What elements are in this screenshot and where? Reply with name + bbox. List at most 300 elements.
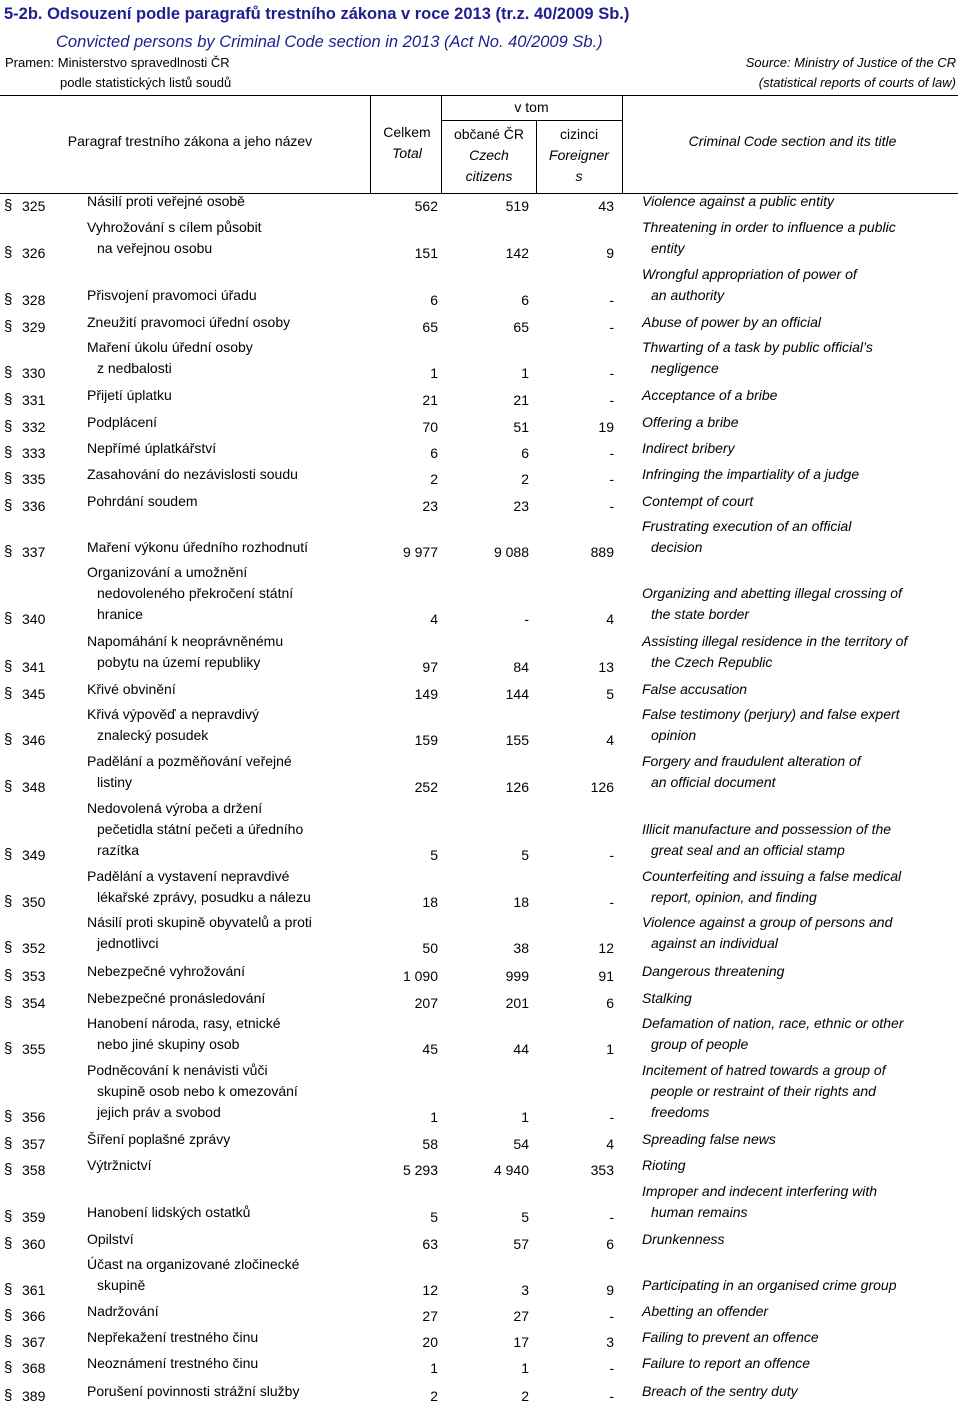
row-title-en-line: Forgery and fraudulent alteration of (642, 753, 861, 769)
row-title-en (642, 385, 957, 406)
row-title-cz-line: Křivé obvinění (87, 681, 176, 697)
row-section-number: 328 (22, 292, 46, 308)
row-title-en-line: Wrongful appropriation of power of (642, 266, 857, 282)
row-foreigners: 12 (598, 940, 614, 956)
row-section-number: 331 (22, 392, 46, 408)
row-czech-citizens: 126 (505, 779, 529, 795)
header-czech-en1: Czech (469, 147, 509, 163)
row-foreigners: - (609, 471, 614, 487)
row-title-cz-line: Přisvojení pravomoci úřadu (87, 287, 257, 303)
row-title-cz-line: hranice (97, 606, 143, 622)
row-title-en-line: human remains (651, 1204, 748, 1220)
paragraph-symbol: § (4, 994, 13, 1011)
row-title-cz-line: pečetidla státní pečeti a úředního (97, 821, 304, 837)
row-total: 27 (422, 1308, 438, 1324)
row-section-number: 325 (22, 198, 46, 214)
row-title-cz (87, 1129, 377, 1150)
row-title-en-line: group of people (651, 1036, 749, 1052)
header-section-en: Criminal Code section and its title (688, 133, 897, 149)
row-title-en (642, 912, 957, 954)
row-title-cz (87, 438, 377, 459)
row-title-cz (87, 912, 377, 954)
row-czech-citizens: 18 (513, 894, 529, 910)
paragraph-symbol: § (4, 470, 13, 487)
row-title-en-line: Rioting (642, 1157, 686, 1173)
row-total: 159 (414, 732, 438, 748)
row-title-en-line: an official document (651, 774, 776, 790)
row-title-cz-line: listiny (97, 774, 133, 790)
row-foreigners: 3 (606, 1334, 614, 1350)
row-title-cz (87, 312, 377, 333)
row-title-cz (87, 866, 377, 908)
row-title-cz-line: Maření úkolu úřední osoby (87, 339, 253, 355)
table-row (0, 1133, 958, 1154)
row-czech-citizens: 3 (521, 1282, 529, 1298)
row-section-number: 346 (22, 732, 46, 748)
row-title-en-line: Stalking (642, 990, 692, 1006)
row-title-cz (87, 337, 377, 379)
table-row (0, 221, 958, 263)
paragraph-symbol: § (4, 318, 13, 335)
source-en-line1: Source: Ministry of Justice of the CR (745, 55, 956, 70)
row-section-number: 368 (22, 1360, 46, 1376)
row-title-en-line: opinion (651, 727, 697, 743)
table-row (0, 442, 958, 463)
row-title-cz (87, 385, 377, 406)
row-title-cz-line: jejich práv a svobod (97, 1104, 221, 1120)
table-row (0, 1331, 958, 1352)
row-title-cz (87, 537, 377, 558)
paragraph-symbol: § (4, 1281, 13, 1298)
row-total: 1 (430, 1360, 438, 1376)
row-title-en (642, 491, 957, 512)
row-total: 23 (422, 498, 438, 514)
row-total: 1 (430, 1109, 438, 1125)
header-foreign (536, 124, 622, 187)
header-total-en: Total (392, 145, 422, 161)
row-total: 58 (422, 1136, 438, 1152)
row-total: 9 977 (402, 544, 438, 560)
row-title-en (642, 819, 957, 861)
row-title-cz-line: pobytu na území republiky (97, 654, 261, 670)
row-title-en-line: Drunkenness (642, 1231, 725, 1247)
table-row (0, 520, 958, 562)
row-czech-citizens: 2 (521, 1388, 529, 1404)
row-section-number: 352 (22, 940, 46, 956)
row-title-en (642, 1129, 957, 1150)
row-title-en-line: people or restraint of their rights and (651, 1083, 876, 1099)
row-foreigners: 4 (606, 1136, 614, 1152)
row-title-cz (87, 1301, 377, 1322)
row-title-en (642, 516, 957, 558)
row-foreigners: - (609, 319, 614, 335)
row-title-en-line: Incitement of hatred towards a group of (642, 1062, 886, 1078)
row-title-en-line: Counterfeiting and issuing a false medical (642, 868, 902, 884)
row-section-number: 335 (22, 471, 46, 487)
header-section-cz: Paragraf trestního zákona a jeho název (67, 133, 313, 149)
row-title-en-line: report, opinion, and finding (651, 889, 817, 905)
paragraph-symbol: § (4, 1333, 13, 1350)
table-row (0, 1305, 958, 1326)
row-czech-citizens: 1 (521, 1109, 529, 1125)
row-title-cz (87, 1155, 377, 1176)
row-section-number: 350 (22, 894, 46, 910)
row-title-en (642, 1381, 957, 1402)
row-section-number: 348 (22, 779, 46, 795)
paragraph-symbol: § (4, 685, 13, 702)
row-title-en-line: Defamation of nation, race, ethnic or other (642, 1015, 904, 1031)
header-czech-en2: citizens (465, 168, 513, 184)
row-title-en-line: Acceptance of a bribe (642, 387, 778, 403)
row-title-cz (87, 217, 377, 259)
row-czech-citizens: 84 (513, 659, 529, 675)
table-row (0, 1357, 958, 1378)
header-divider (622, 95, 623, 193)
row-title-cz-line: Násilí proti veřejné osobě (87, 193, 245, 209)
row-title-en-line: Improper and indecent interfering with (642, 1183, 878, 1199)
row-czech-citizens: 4 940 (493, 1162, 529, 1178)
row-title-en (642, 751, 957, 793)
paragraph-symbol: § (4, 893, 13, 910)
row-title-cz (87, 1013, 377, 1055)
row-section-number: 354 (22, 995, 46, 1011)
row-total: 1 (430, 365, 438, 381)
paragraph-symbol: § (4, 497, 13, 514)
table-row (0, 965, 958, 986)
paragraph-symbol: § (4, 197, 13, 214)
paragraph-symbol: § (4, 364, 13, 381)
row-foreigners: - (609, 847, 614, 863)
row-total: 45 (422, 1041, 438, 1057)
row-foreigners: 6 (606, 1236, 614, 1252)
row-foreigners: - (609, 445, 614, 461)
row-title-en-line: Infringing the impartiality of a judge (642, 466, 860, 482)
row-foreigners: - (609, 1360, 614, 1376)
row-czech-citizens: 999 (505, 968, 529, 984)
row-title-en-line: False testimony (perjury) and false expert (642, 706, 900, 722)
row-czech-citizens: 144 (505, 686, 529, 702)
paragraph-symbol: § (4, 846, 13, 863)
row-czech-citizens: 155 (505, 732, 529, 748)
row-title-en (642, 1155, 957, 1176)
row-title-cz-line: skupině osob nebo k omezování (97, 1083, 298, 1099)
row-title-en-line: Contempt of court (642, 493, 754, 509)
row-section-number: 341 (22, 659, 46, 675)
row-total: 2 (430, 1388, 438, 1404)
row-title-en (642, 264, 957, 306)
row-title-cz-line: Nadržování (87, 1303, 159, 1319)
row-title-cz (87, 1353, 377, 1374)
row-total: 21 (422, 392, 438, 408)
table-row (0, 1233, 958, 1254)
row-title-en (642, 1060, 957, 1123)
header-czech (441, 124, 537, 187)
row-title-cz-line: skupině (97, 1277, 146, 1293)
paragraph-symbol: § (4, 1108, 13, 1125)
row-czech-citizens: 6 (521, 445, 529, 461)
row-section-number: 358 (22, 1162, 46, 1178)
paragraph-symbol: § (4, 444, 13, 461)
row-title-cz-line: Zneužití pravomoci úřední osoby (87, 314, 291, 330)
row-section-number: 389 (22, 1388, 46, 1404)
row-czech-citizens: 6 (521, 292, 529, 308)
row-foreigners: 6 (606, 995, 614, 1011)
header-subrule (441, 120, 622, 121)
row-title-en-line: Failure to report an offence (642, 1355, 811, 1371)
row-title-cz-line: razítka (97, 842, 140, 858)
row-title-cz-line: Nepřekažení trestného činu (87, 1329, 259, 1345)
row-title-cz-line: z nedbalosti (97, 360, 172, 376)
row-foreigners: 43 (598, 198, 614, 214)
row-title-en-line: Participating in an organised crime group (642, 1277, 897, 1293)
row-title-cz (87, 562, 377, 625)
row-title-en (642, 438, 957, 459)
row-czech-citizens: 1 (521, 1360, 529, 1376)
row-title-en-line: Threatening in order to influence a public (642, 219, 896, 235)
row-section-number: 345 (22, 686, 46, 702)
row-foreigners: 91 (598, 968, 614, 984)
row-title-cz-line: Vyhrožování s cílem působit (87, 219, 262, 235)
header-divider (370, 95, 371, 193)
row-foreigners: - (609, 365, 614, 381)
row-title-cz-line: Hanobení národa, rasy, etnické (87, 1015, 281, 1031)
table-row (0, 1258, 958, 1300)
row-section-number: 361 (22, 1282, 46, 1298)
row-section-number: 356 (22, 1109, 46, 1125)
row-section-number: 367 (22, 1334, 46, 1350)
row-title-cz-line: Pohrdání soudem (87, 493, 198, 509)
row-title-cz-line: znalecký posudek (97, 727, 209, 743)
paragraph-symbol: § (4, 1387, 13, 1404)
source-cz-line2: podle statistických listů soudů (60, 75, 232, 90)
paragraph-symbol: § (4, 1040, 13, 1057)
row-section-number: 366 (22, 1308, 46, 1324)
row-title-cz-line: Porušení povinnosti strážní služby (87, 1383, 300, 1399)
row-total: 207 (414, 995, 438, 1011)
table-row (0, 1017, 958, 1059)
paragraph-symbol: § (4, 610, 13, 627)
row-section-number: 326 (22, 245, 46, 261)
row-total: 149 (414, 686, 438, 702)
row-total: 97 (422, 659, 438, 675)
row-title-cz (87, 464, 377, 485)
table-row (0, 389, 958, 410)
row-title-en-line: Assisting illegal residence in the territory of (642, 633, 908, 649)
row-total: 6 (430, 445, 438, 461)
row-title-en (642, 412, 957, 433)
table-row (0, 1385, 958, 1406)
row-title-en (642, 583, 957, 625)
row-title-en (642, 337, 957, 379)
table-row (0, 316, 958, 337)
row-total: 4 (430, 611, 438, 627)
paragraph-symbol: § (4, 391, 13, 408)
row-section-number: 355 (22, 1041, 46, 1057)
row-total: 70 (422, 419, 438, 435)
row-title-cz (87, 988, 377, 1009)
row-czech-citizens: 38 (513, 940, 529, 956)
row-title-en-line: Illicit manufacture and possession of the (642, 821, 892, 837)
row-czech-citizens: 27 (513, 1308, 529, 1324)
row-section-number: 337 (22, 544, 46, 560)
row-title-en-line: Frustrating execution of an official (642, 518, 852, 534)
row-foreigners: - (609, 1308, 614, 1324)
row-title-cz-line: Podplácení (87, 414, 158, 430)
paragraph-symbol: § (4, 1161, 13, 1178)
row-title-cz-line: Nebezpečné pronásledování (87, 990, 266, 1006)
row-title-cz-line: Padělání a vystavení nepravdivé (87, 868, 290, 884)
row-title-en (642, 631, 957, 673)
row-czech-citizens: 57 (513, 1236, 529, 1252)
paragraph-symbol: § (4, 778, 13, 795)
row-foreigners: 13 (598, 659, 614, 675)
header-total (372, 122, 442, 164)
row-title-en-line: an authority (651, 287, 725, 303)
row-title-en-line: Violence against a public entity (642, 193, 834, 209)
row-czech-citizens: 54 (513, 1136, 529, 1152)
row-foreigners: 9 (606, 245, 614, 261)
row-total: 18 (422, 894, 438, 910)
row-title-en (642, 866, 957, 908)
row-total: 252 (414, 779, 438, 795)
row-title-cz-line: Napomáhání k neoprávněnému (87, 633, 284, 649)
row-title-cz-line: Padělání a pozměňování veřejné (87, 753, 292, 769)
row-title-en (642, 961, 957, 982)
row-title-en-line: Thwarting of a task by public official’s (642, 339, 873, 355)
row-title-cz-line: Opilství (87, 1231, 134, 1247)
row-czech-citizens: 5 (521, 847, 529, 863)
header-czech-cz: občané ČR (453, 126, 525, 142)
row-title-cz-line: na veřejnou osobu (97, 240, 213, 256)
paragraph-symbol: § (4, 244, 13, 261)
paragraph-symbol: § (4, 1235, 13, 1252)
table-row (0, 802, 958, 865)
row-title-cz (87, 491, 377, 512)
row-foreigners: - (609, 498, 614, 514)
paragraph-symbol: § (4, 291, 13, 308)
row-foreigners: - (609, 1109, 614, 1125)
row-title-en (642, 988, 957, 1009)
table-row (0, 755, 958, 797)
row-title-en (642, 1229, 957, 1250)
row-section-number: 359 (22, 1209, 46, 1225)
row-czech-citizens: - (524, 611, 529, 627)
paragraph-symbol: § (4, 543, 13, 560)
row-title-cz (87, 1060, 377, 1123)
row-foreigners: - (609, 292, 614, 308)
paragraph-symbol: § (4, 1135, 13, 1152)
row-total: 65 (422, 319, 438, 335)
row-title-cz-line: Zasahování do nezávislosti soudu (87, 466, 298, 482)
row-foreigners: 1 (606, 1041, 614, 1057)
row-section-number: 349 (22, 847, 46, 863)
row-total: 2 (430, 471, 438, 487)
row-title-cz (87, 1229, 377, 1250)
row-title-en-line: Abetting an offender (642, 1303, 769, 1319)
table-title-cz: 5-2b. Odsouzení podle paragrafů trestního zákona v roce 2013 (tr.z. 40/2009 Sb.) (4, 5, 630, 23)
row-foreigners: 353 (590, 1162, 614, 1178)
row-title-cz (87, 679, 377, 700)
row-section-number: 332 (22, 419, 46, 435)
row-title-en (642, 679, 957, 700)
row-total: 5 (430, 847, 438, 863)
table-row (0, 870, 958, 912)
source-en-line2: (statistical reports of courts of law) (758, 75, 956, 90)
header-foreign-en1: Foreigner (549, 147, 609, 163)
row-title-en-line: Spreading false news (642, 1131, 776, 1147)
row-title-en-line: the Czech Republic (651, 654, 773, 670)
table-row (0, 416, 958, 437)
row-total: 6 (430, 292, 438, 308)
row-title-cz-line: Křivá výpověď a nepravdivý (87, 706, 260, 722)
row-title-cz (87, 191, 377, 212)
row-czech-citizens: 519 (505, 198, 529, 214)
row-czech-citizens: 21 (513, 392, 529, 408)
row-title-cz (87, 631, 377, 673)
row-title-en-line: negligence (651, 360, 719, 376)
row-czech-citizens: 142 (505, 245, 529, 261)
row-title-en-line: entity (651, 240, 685, 256)
table-row (0, 195, 958, 216)
row-czech-citizens: 23 (513, 498, 529, 514)
row-czech-citizens: 44 (513, 1041, 529, 1057)
header-foreign-en2: s (575, 168, 583, 184)
row-section-number: 360 (22, 1236, 46, 1252)
row-foreigners: 4 (606, 732, 614, 748)
row-title-cz-line: Přijetí úplatku (87, 387, 172, 403)
row-title-en (642, 312, 957, 333)
row-czech-citizens: 5 (521, 1209, 529, 1225)
row-title-cz-line: nebo jiné skupiny osob (97, 1036, 240, 1052)
row-title-en (642, 217, 957, 259)
row-title-en (642, 1013, 957, 1055)
table-row (0, 708, 958, 750)
row-title-cz (87, 1202, 377, 1223)
header-top-rule (0, 95, 958, 96)
table-row (0, 468, 958, 489)
row-total: 562 (414, 198, 438, 214)
row-title-cz-line: Neoznámení trestného činu (87, 1355, 259, 1371)
row-title-cz (87, 751, 377, 793)
row-foreigners: - (609, 894, 614, 910)
row-title-en (642, 1181, 957, 1223)
row-total: 50 (422, 940, 438, 956)
row-title-en-line: freedoms (651, 1104, 710, 1120)
table-row (0, 1064, 958, 1127)
row-title-en-line: Indirect bribery (642, 440, 735, 456)
row-foreigners: - (609, 1209, 614, 1225)
row-czech-citizens: 9 088 (493, 544, 529, 560)
row-title-en-line: great seal and an official stamp (651, 842, 845, 858)
row-total: 63 (422, 1236, 438, 1252)
paragraph-symbol: § (4, 1359, 13, 1376)
row-title-en (642, 1327, 957, 1348)
row-section-number: 330 (22, 365, 46, 381)
row-title-en (642, 464, 957, 485)
row-title-cz-line: Podněcování k nenávisti vůči (87, 1062, 268, 1078)
table-row (0, 635, 958, 677)
row-title-en-line: False accusation (642, 681, 748, 697)
header-foreign-cz: cizinci (559, 126, 599, 142)
row-title-cz (87, 1381, 377, 1402)
row-title-en-line: Offering a bribe (642, 414, 739, 430)
row-czech-citizens: 65 (513, 319, 529, 335)
row-foreigners: 889 (590, 544, 614, 560)
row-title-en-line: Breach of the sentry duty (642, 1383, 798, 1399)
row-section-number: 333 (22, 445, 46, 461)
table-row (0, 992, 958, 1013)
row-section-number: 336 (22, 498, 46, 514)
